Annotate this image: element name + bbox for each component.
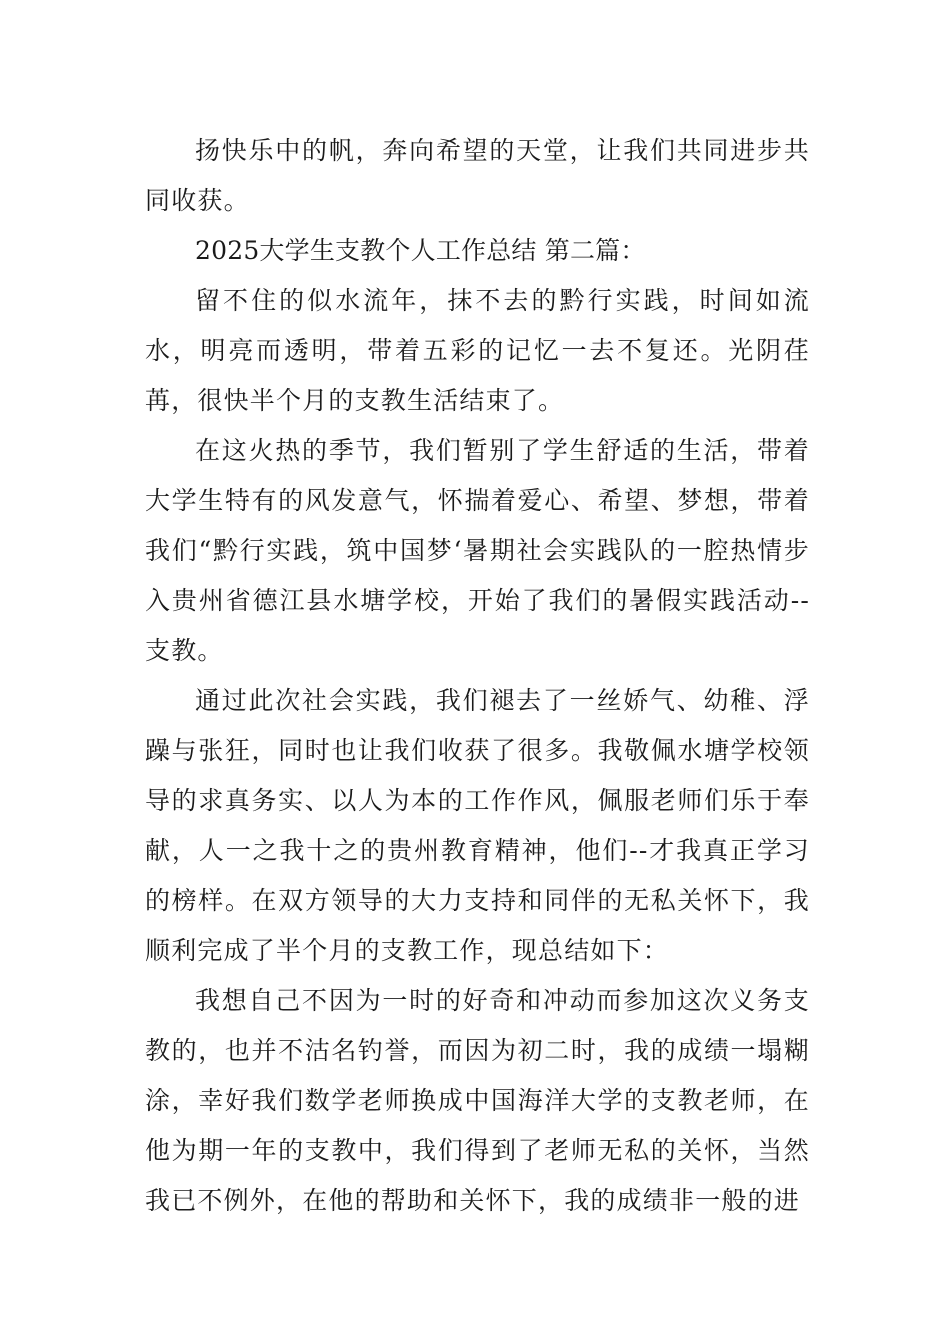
paragraph-season: 在这火热的季节，我们暂别了学生舒适的生活，带着大学生特有的风发意气，怀揣着爱心、希望、梦想，带着我们“黔行实践，筑中国梦‘暑期社会实践队的一腔热情步入贵州省德江县水塘学校，开始了我们的暑假实践活动--支教。 <box>145 436 810 665</box>
paragraph-closing-line: 扬快乐中的帆，奔向希望的天堂，让我们共同进步共同收获。 <box>145 136 810 215</box>
paragraph-practice: 通过此次社会实践，我们褪去了一丝娇气、幼稚、浮躁与张狂，同时也让我们收获了很多。我敬佩水塘学校领导的求真务实、以人为本的工作作风，佩服老师们乐于奉献，人一之我十之的贵州教育精神，他们--才我真正学习的榜样。在双方领导的大力支持和同伴的无私关怀下，我顺利完成了半个月的支教工作，现总结如下： <box>145 686 810 965</box>
section-heading: 2025大学生支教个人工作总结 第二篇： <box>195 236 646 265</box>
document-body <box>145 126 810 1226</box>
paragraph-motivation: 我想自己不因为一时的好奇和冲动而参加这次义务支教的，也并不沽名钓誉，而因为初二时，我的成绩一塌糊涂，幸好我们数学老师换成中国海洋大学的支教老师，在他为期一年的支教中，我们得到了老师无私的关怀，当然我已不例外，在他的帮助和关怀下，我的成绩非一般的进 <box>145 986 810 1215</box>
paragraph-intro: 留不住的似水流年，抹不去的黔行实践，时间如流水，明亮而透明，带着五彩的记忆一去不复还。光阴荏苒，很快半个月的支教生活结束了。 <box>145 286 810 415</box>
